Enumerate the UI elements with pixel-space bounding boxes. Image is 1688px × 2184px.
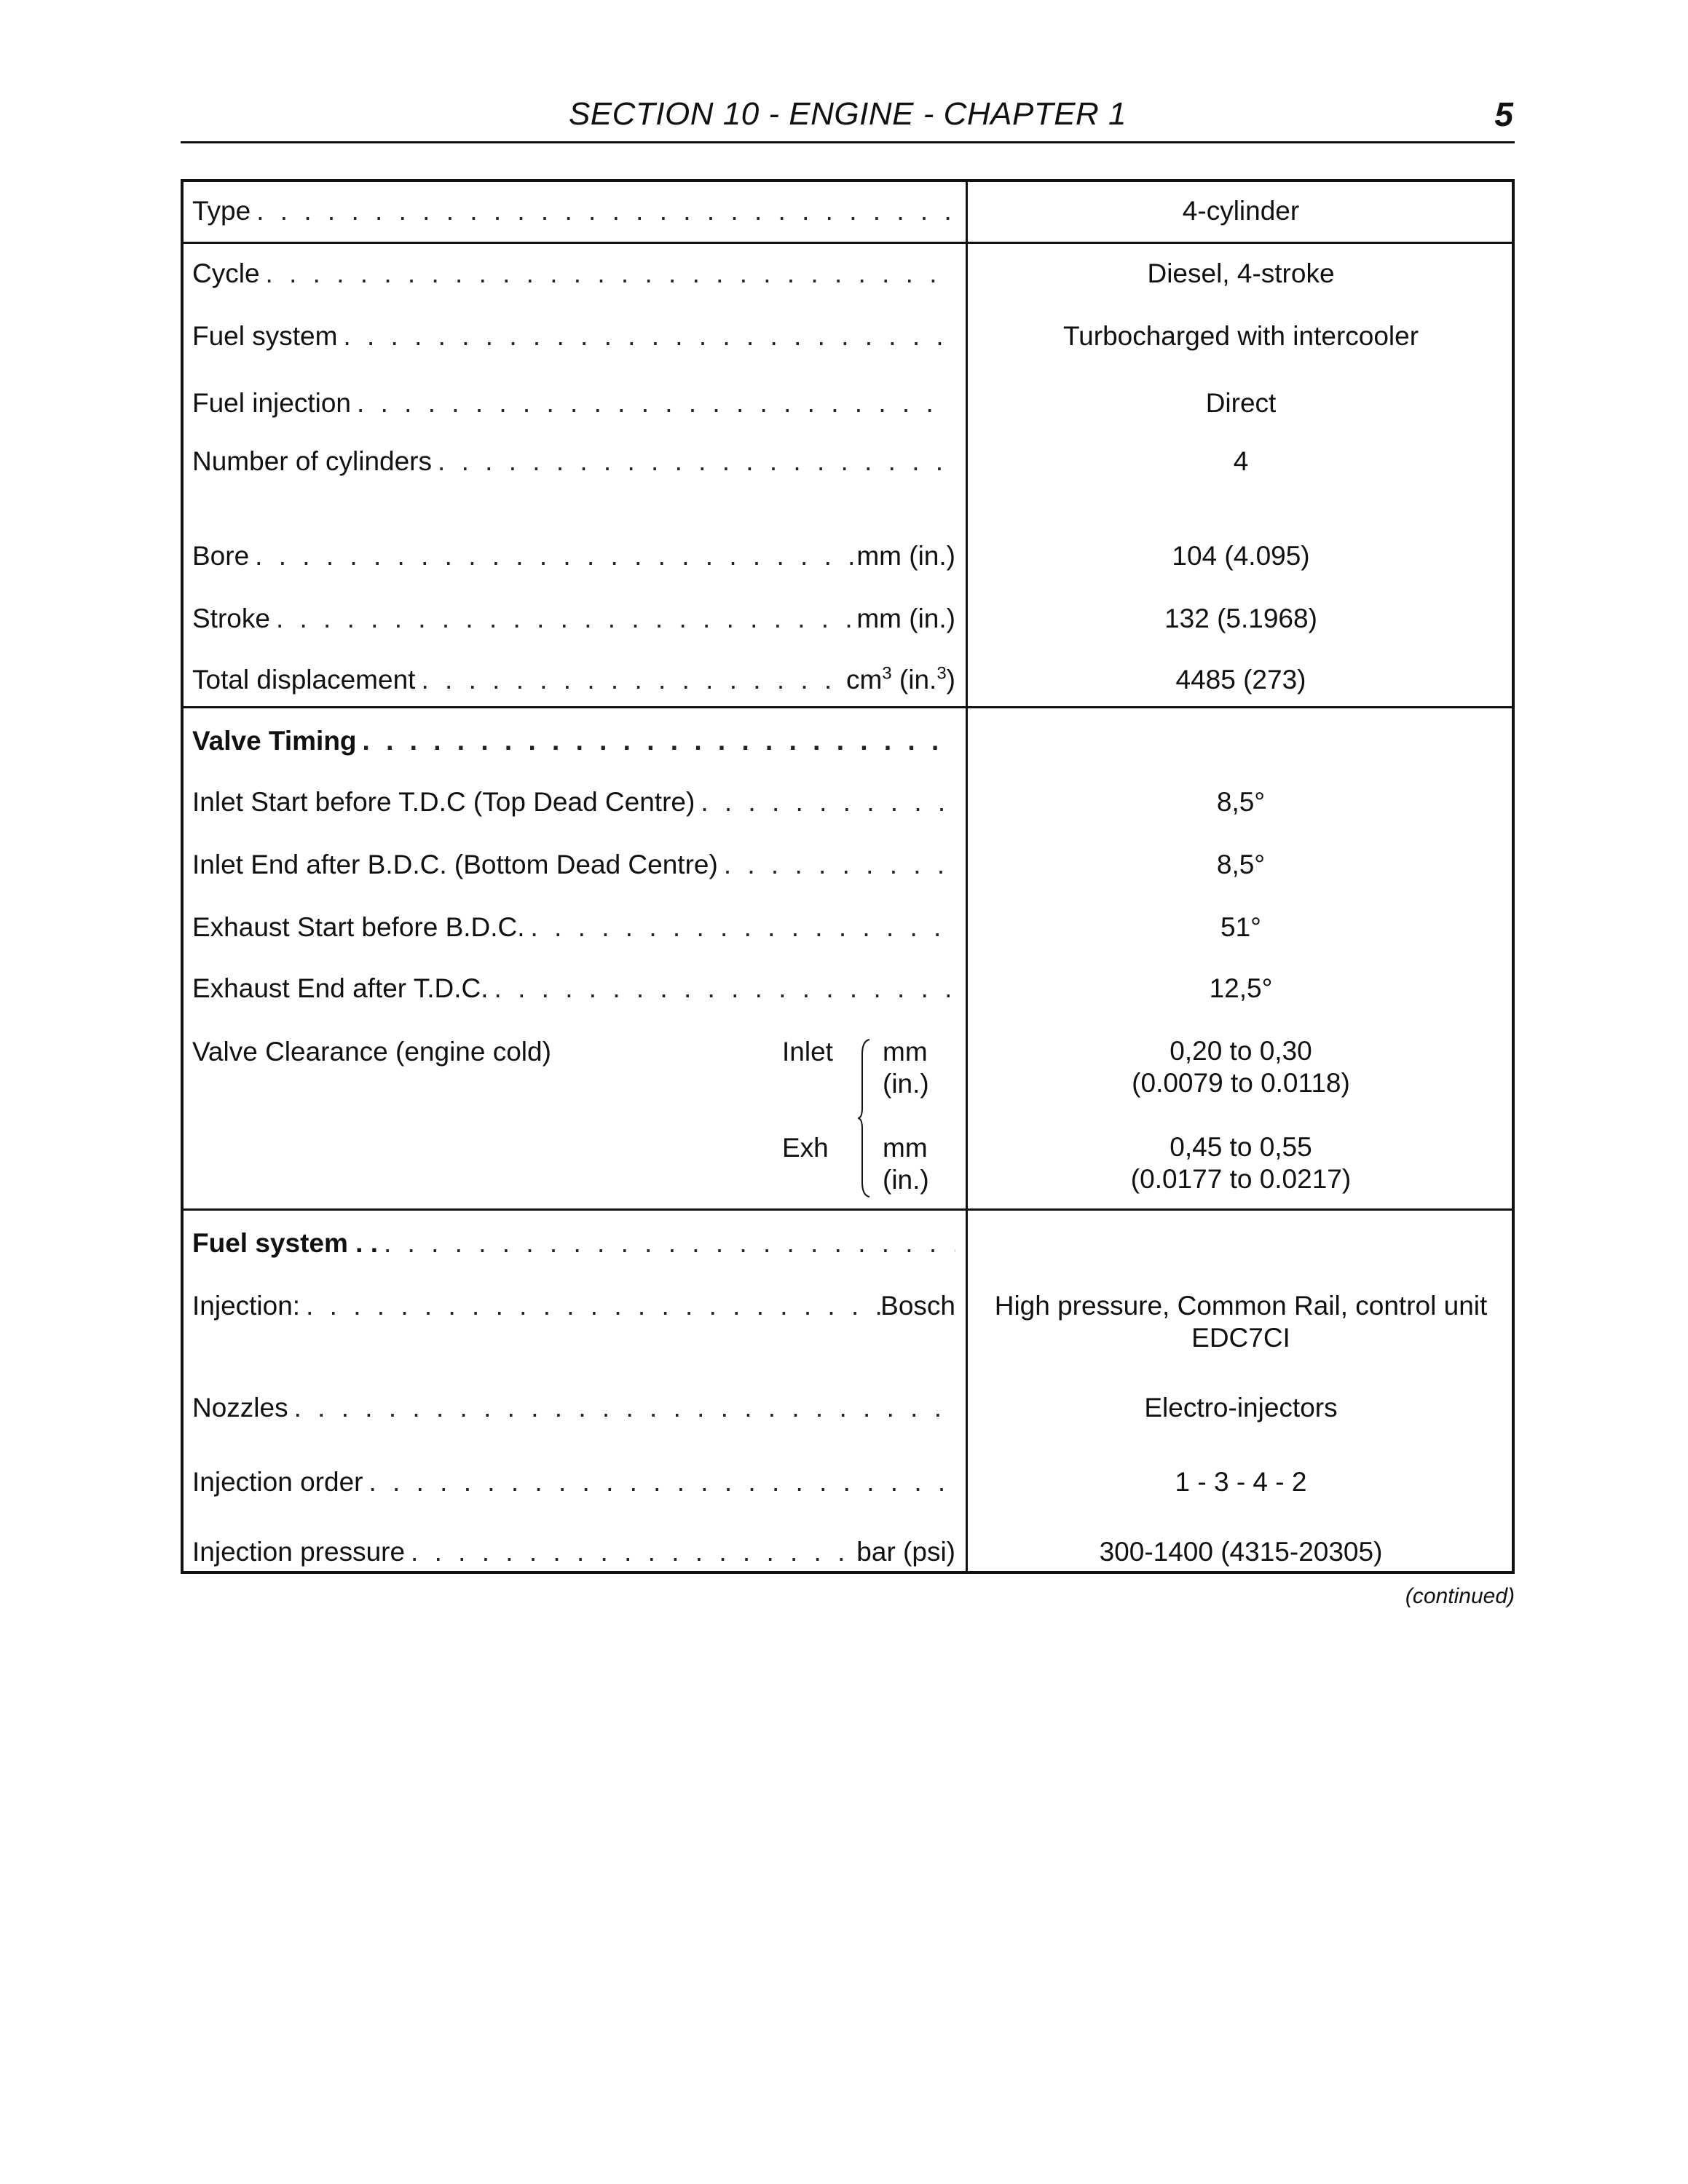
spec-value: 8,5° (1216, 850, 1266, 879)
spec-row-inlet-end (184, 846, 1512, 884)
spec-row-fuel-system-section (184, 1224, 1512, 1262)
spec-label: Injection pressure (192, 1537, 406, 1567)
row-divider (184, 706, 1512, 708)
spec-unit: mm (883, 1133, 928, 1163)
spec-unit: Bosch (880, 1291, 955, 1321)
spec-label: Injection: (192, 1291, 301, 1321)
spec-unit: mm (in.) (856, 604, 955, 633)
spec-value: High pressure, Common Rail, control unit EDC7CI (994, 1291, 1488, 1353)
spec-row-stroke (184, 600, 1512, 638)
row-divider (184, 242, 1512, 244)
curly-brace-icon (858, 1038, 872, 1198)
spec-row-injection-pressure (184, 1533, 1512, 1571)
spec-row-exhaust-end (184, 970, 1512, 1008)
spec-row-injection-order (184, 1463, 1512, 1501)
spec-label: Nozzles (192, 1393, 288, 1423)
spec-row-cylinders (184, 443, 1512, 480)
spec-unit: (in.) (883, 1069, 929, 1099)
spec-row-fuel-injection (184, 384, 1512, 422)
engine-spec-table (181, 179, 1515, 1574)
spec-row-type (184, 192, 1512, 230)
spec-unit: (in.) (883, 1165, 929, 1195)
section-title: SECTION 10 - ENGINE - CHAPTER 1 (568, 96, 1127, 132)
spec-row-valve-timing (184, 722, 1512, 760)
valve-clearance-exh-value: 0,45 to 0,55 (0.0177 to 0.0217) (1130, 1132, 1352, 1194)
spec-value: 300-1400 (4315-20305) (1099, 1537, 1383, 1567)
spec-label: Total displacement (192, 665, 416, 695)
spec-unit: bar (psi) (856, 1537, 955, 1567)
spec-unit: mm (in.) (856, 541, 955, 571)
spec-unit: $cm^3$ (in.$^3$) (845, 663, 955, 695)
spec-row-inlet-start (184, 783, 1512, 821)
spec-value: Diesel, 4-stroke (1147, 258, 1335, 288)
spec-value: 4-cylinder (1182, 196, 1300, 226)
page-number: 5 (1494, 95, 1513, 133)
spec-label: Cycle (192, 258, 260, 288)
row-divider (184, 1208, 1512, 1211)
spec-value: Electro-injectors (1144, 1393, 1338, 1423)
spec-row-exhaust-start (184, 909, 1512, 946)
valve-clearance-inlet-value: 0,20 to 0,30 (0.0079 to 0.0118) (1132, 1036, 1350, 1098)
continued-note: (continued) (1405, 1584, 1515, 1608)
spec-label: Inlet End after B.D.C. (Bottom Dead Centre) (192, 850, 718, 879)
spec-value: 4 (1233, 446, 1249, 476)
spec-value: 8,5° (1216, 787, 1266, 817)
spec-value: 12,5° (1209, 973, 1273, 1003)
spec-row-displacement (184, 661, 1512, 699)
spec-row-nozzles (184, 1389, 1512, 1427)
spec-row-injection (184, 1287, 1512, 1353)
spec-value: 132 (5.1968) (1164, 604, 1317, 633)
spec-value: 51° (1220, 912, 1261, 942)
spec-label: Stroke (192, 604, 270, 633)
spec-label: Bore (192, 541, 250, 571)
spec-label: Injection order (192, 1467, 363, 1497)
spec-value: Turbocharged with intercooler (1062, 321, 1419, 351)
section-label: Valve Timing (192, 726, 357, 756)
spec-row-cycle (184, 255, 1512, 293)
spec-label: Inlet Start before T.D.C (Top Dead Centre) (192, 787, 695, 817)
spec-label: Fuel system (192, 321, 338, 351)
spec-value: 104 (4.095) (1172, 541, 1310, 571)
inlet-label: Inlet (782, 1037, 833, 1067)
spec-unit: mm (883, 1037, 928, 1067)
spec-label: Fuel injection (192, 388, 352, 418)
spec-label: Exhaust Start before B.D.C. (192, 912, 525, 942)
valve-clearance-block (192, 1034, 964, 1201)
spec-label: Valve Clearance (engine cold) (192, 1037, 551, 1067)
spec-value: 1 - 3 - 4 - 2 (1175, 1467, 1307, 1497)
spec-row-bore (184, 537, 1512, 575)
exh-label: Exh (782, 1133, 829, 1163)
section-label: Fuel system . . (192, 1228, 378, 1258)
spec-label: Type (192, 196, 251, 226)
spec-row-fuel-system (184, 317, 1512, 355)
spec-value: Direct (1205, 388, 1277, 418)
page-header (181, 86, 1515, 143)
spec-label: Number of cylinders (192, 446, 433, 476)
spec-value: 4485 (273) (1175, 665, 1306, 695)
spec-label: Exhaust End after T.D.C. (192, 973, 489, 1003)
